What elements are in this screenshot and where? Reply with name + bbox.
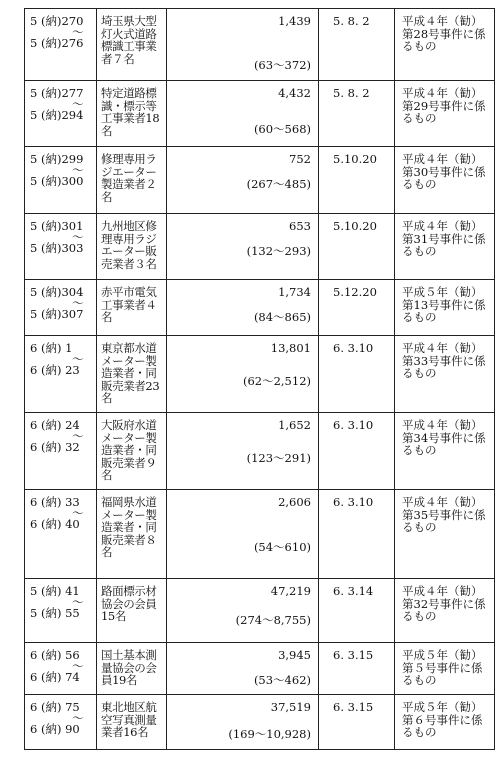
table-row (25, 280, 495, 336)
surcharge-amount-cell (167, 336, 319, 413)
surcharge-total: 1,652 (278, 418, 311, 432)
table-row (25, 490, 495, 579)
surcharge-amount-cell (167, 413, 319, 490)
range-tilde: ～ (72, 351, 84, 366)
surcharge-total: 2,606 (278, 495, 311, 509)
surcharge-total: 653 (289, 219, 311, 233)
range-tilde: ～ (72, 594, 84, 609)
surcharge-amount-cell (167, 695, 319, 750)
table-row (25, 579, 495, 643)
table-body (25, 9, 495, 750)
surcharge-range: (123～291) (246, 451, 311, 465)
surcharge-range: (84～865) (253, 310, 311, 324)
order-number-cell (25, 81, 97, 147)
order-number-to: 5 (納)294 (30, 107, 84, 122)
respondent-description: 大阪府水道メーター製造業者・同販売業者９名 (97, 413, 167, 490)
related-case: 平成４年（勧）第32号事件に係るもの (395, 579, 495, 643)
order-number-cell (25, 579, 97, 643)
respondent-description: 東北地区航空写真測量業者16名 (97, 695, 167, 750)
surcharge-range: (63～372) (253, 58, 311, 72)
order-date: 5.10.20 (319, 214, 395, 280)
range-tilde: ～ (72, 710, 84, 725)
order-number-from: 6 (納) 24 (30, 418, 80, 432)
respondent-description: 国土基本測量協会の会員19名 (97, 643, 167, 695)
order-number-to: 5 (納)300 (30, 173, 84, 188)
surcharge-range: (53～462) (253, 673, 311, 687)
order-number-cell (25, 280, 97, 336)
order-number-to: 5 (納)276 (30, 35, 84, 50)
table-row (25, 695, 495, 750)
table-row (25, 214, 495, 280)
surcharge-total: 47,219 (270, 584, 311, 598)
order-date: 6. 3.10 (319, 490, 395, 579)
surcharge-amount-cell (167, 214, 319, 280)
respondent-description: 修理専用ラジエーター製造業者２名 (97, 147, 167, 214)
related-case: 平成４年（勧）第35号事件に係るもの (395, 490, 495, 579)
order-number-from: 5 (納)304 (30, 285, 84, 299)
surcharge-total: 752 (289, 152, 311, 166)
order-number-to: 6 (納) 90 (30, 721, 80, 736)
surcharge-total: 13,801 (270, 341, 311, 355)
respondent-description: 埼玉県大型灯火式道路標識工事業者７名 (97, 9, 167, 81)
surcharge-total: 37,519 (270, 700, 311, 714)
respondent-description: 東京都水道メーター製造業者・同販売業者23名 (97, 336, 167, 413)
respondent-description: 九州地区修理専用ラジエーター販売業者３名 (97, 214, 167, 280)
related-case: 平成４年（勧）第30号事件に係るもの (395, 147, 495, 214)
range-tilde: ～ (72, 505, 84, 520)
surcharge-range: (169～10,928) (228, 727, 311, 741)
order-number-cell (25, 490, 97, 579)
range-tilde: ～ (72, 162, 84, 177)
range-tilde: ～ (72, 295, 84, 310)
order-number-from: 5 (納)277 (30, 86, 84, 100)
surcharge-range: (132～293) (246, 244, 311, 258)
related-case: 平成４年（勧）第29号事件に係るもの (395, 81, 495, 147)
respondent-description: 路面標示材協会の会員15名 (97, 579, 167, 643)
order-number-to: 6 (納) 23 (30, 362, 80, 377)
order-date: 6. 3.10 (319, 413, 395, 490)
range-tilde: ～ (72, 658, 84, 673)
table-row (25, 147, 495, 214)
order-number-to: 6 (納) 40 (30, 516, 80, 531)
order-number-from: 6 (納) 33 (30, 495, 80, 509)
order-number-cell (25, 336, 97, 413)
table-row (25, 643, 495, 695)
range-tilde: ～ (72, 24, 84, 39)
surcharge-amount-cell (167, 147, 319, 214)
surcharge-amount-cell (167, 9, 319, 81)
related-case: 平成４年（勧）第31号事件に係るもの (395, 214, 495, 280)
surcharge-amount-cell (167, 81, 319, 147)
related-case: 平成５年（勧）第６号事件に係るもの (395, 695, 495, 750)
surcharge-range: (62～2,512) (242, 374, 311, 388)
order-number-cell (25, 413, 97, 490)
order-date: 5. 8. 2 (319, 81, 395, 147)
surcharge-total: 4,432 (278, 86, 311, 100)
surcharge-amount-cell (167, 490, 319, 579)
order-number-to: 5 (納)303 (30, 240, 84, 255)
range-tilde: ～ (72, 428, 84, 443)
related-case: 平成４年（勧）第28号事件に係るもの (395, 9, 495, 81)
table-row (25, 336, 495, 413)
order-number-from: 5 (納)301 (30, 219, 84, 233)
surcharge-amount-cell (167, 280, 319, 336)
surcharge-total: 3,945 (278, 648, 311, 662)
respondent-description: 福岡県水道メーター製造業者・同販売業者８名 (97, 490, 167, 579)
order-date: 5. 8. 2 (319, 9, 395, 81)
order-date: 6. 3.14 (319, 579, 395, 643)
order-number-from: 5 (納)270 (30, 14, 84, 28)
related-case: 平成５年（勧）第５号事件に係るもの (395, 643, 495, 695)
order-number-cell (25, 147, 97, 214)
order-date: 6. 3.10 (319, 336, 395, 413)
respondent-description: 赤平市電気工事業者４名 (97, 280, 167, 336)
order-number-from: 6 (納) 56 (30, 648, 80, 662)
related-case: 平成４年（勧）第33号事件に係るもの (395, 336, 495, 413)
related-case: 平成５年（勧）第13号事件に係るもの (395, 280, 495, 336)
table-row (25, 9, 495, 81)
surcharge-total: 1,439 (278, 14, 311, 28)
penalty-table-page (24, 8, 495, 750)
surcharge-amount-cell (167, 643, 319, 695)
order-date: 5.12.20 (319, 280, 395, 336)
surcharge-range: (274～8,755) (235, 613, 311, 627)
order-number-cell (25, 695, 97, 750)
order-date: 6. 3.15 (319, 695, 395, 750)
order-number-cell (25, 214, 97, 280)
range-tilde: ～ (72, 96, 84, 111)
related-case: 平成４年（勧）第34号事件に係るもの (395, 413, 495, 490)
table-row (25, 413, 495, 490)
table-row (25, 81, 495, 147)
surcharge-range: (60～568) (253, 122, 311, 136)
penalty-table (24, 8, 495, 750)
order-number-to: 5 (納)307 (30, 306, 84, 321)
order-number-from: 5 (納) 41 (30, 584, 80, 598)
order-number-from: 6 (納) 1 (30, 341, 73, 355)
surcharge-total: 1,734 (278, 285, 311, 299)
range-tilde: ～ (72, 229, 84, 244)
order-number-to: 5 (納) 55 (30, 605, 80, 620)
order-number-cell (25, 9, 97, 81)
surcharge-range: (54～610) (253, 540, 311, 554)
surcharge-range: (267～485) (246, 177, 311, 191)
respondent-description: 特定道路標識・標示等工事業者18名 (97, 81, 167, 147)
order-number-cell (25, 643, 97, 695)
surcharge-amount-cell (167, 579, 319, 643)
order-number-from: 6 (納) 75 (30, 700, 80, 714)
order-number-to: 6 (納) 74 (30, 669, 80, 684)
order-number-from: 5 (納)299 (30, 152, 84, 166)
order-date: 5.10.20 (319, 147, 395, 214)
order-date: 6. 3.15 (319, 643, 395, 695)
order-number-to: 6 (納) 32 (30, 439, 80, 454)
